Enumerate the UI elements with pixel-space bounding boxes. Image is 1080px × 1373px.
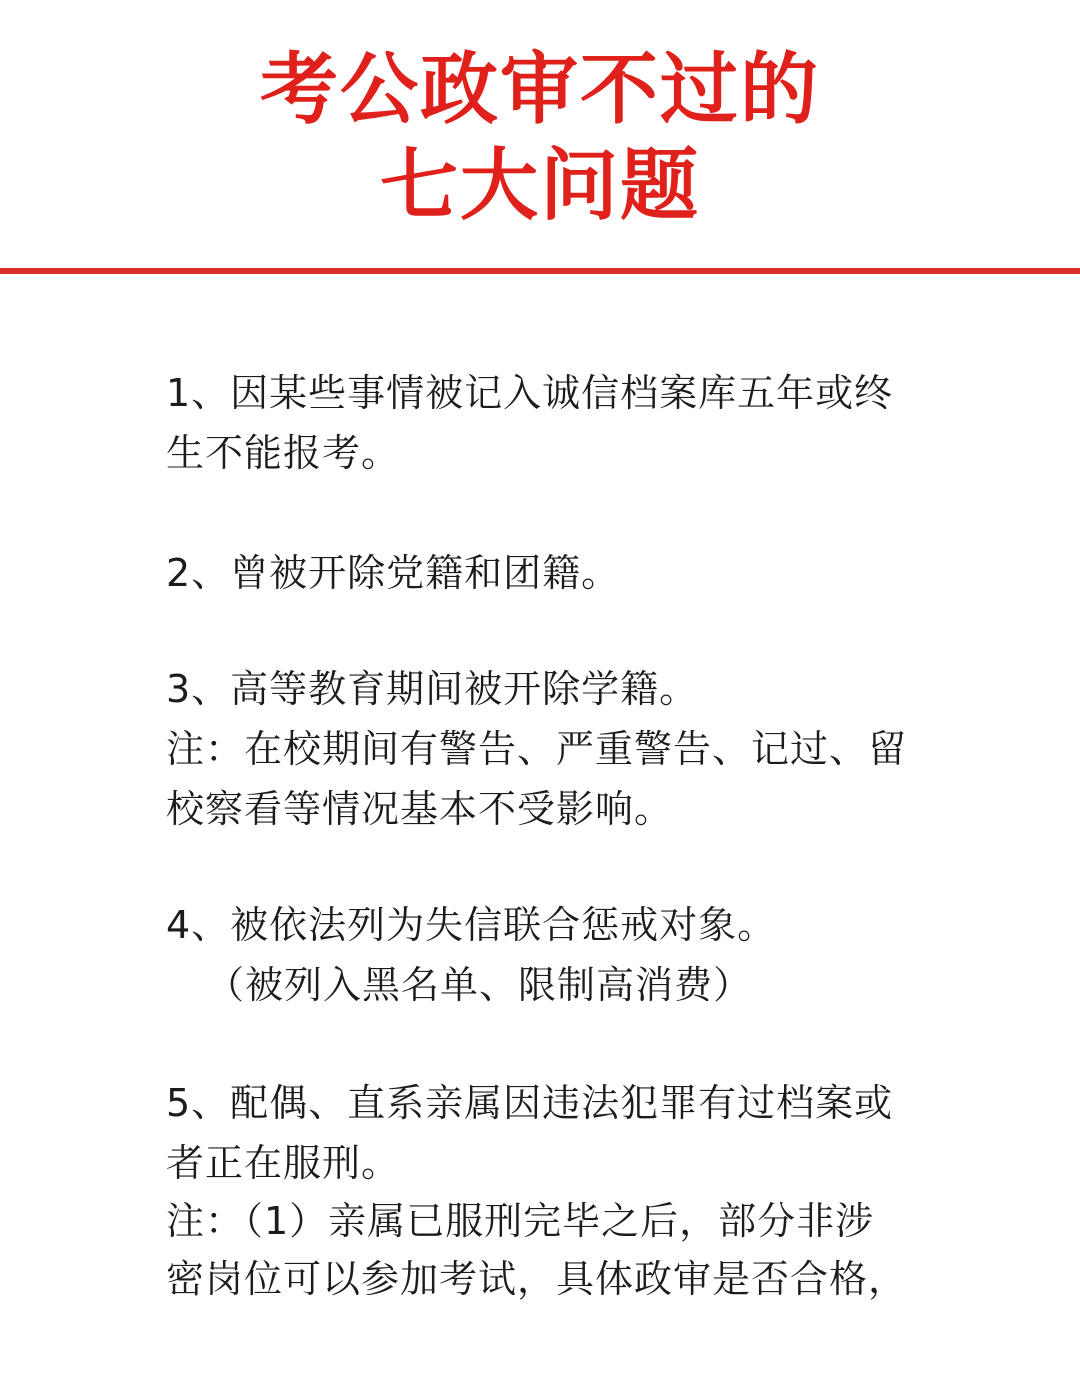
item-5-note-line-1: 注：（1）亲属已服刑完毕之后，部分非涉 [166,1199,875,1243]
item-4-line-2: （被列入黑名单、限制高消费） [206,963,753,1007]
title-divider [0,268,1080,274]
item-5-line-1: 5、配偶、直系亲属因违法犯罪有过档案或 [166,1081,894,1125]
item-5-line-2: 者正在服刑。 [166,1141,401,1185]
item-3-note-line-2: 校察看等情况基本不受影响。 [166,787,674,831]
item-5-note-line-2: 密岗位可以参加考试，具体政审是否合格， [166,1257,908,1301]
item-3-note-line-1: 注：在校期间有警告、严重警告、记过、留 [166,727,908,771]
item-4-line-1: 4、被依法列为失信联合惩戒对象。 [166,903,777,947]
header [0,0,1080,270]
item-2-line-1: 2、曾被开除党籍和团籍。 [166,551,621,595]
page-title-line-2: 七大问题 [379,141,700,231]
item-3-line-1: 3、高等教育期间被开除学籍。 [166,667,699,711]
page-title-line-1: 考公政审不过的 [259,45,820,135]
item-1-line-2: 生不能报考。 [166,431,401,475]
item-1-line-1: 1、因某些事情被记入诚信档案库五年或终 [166,371,894,415]
